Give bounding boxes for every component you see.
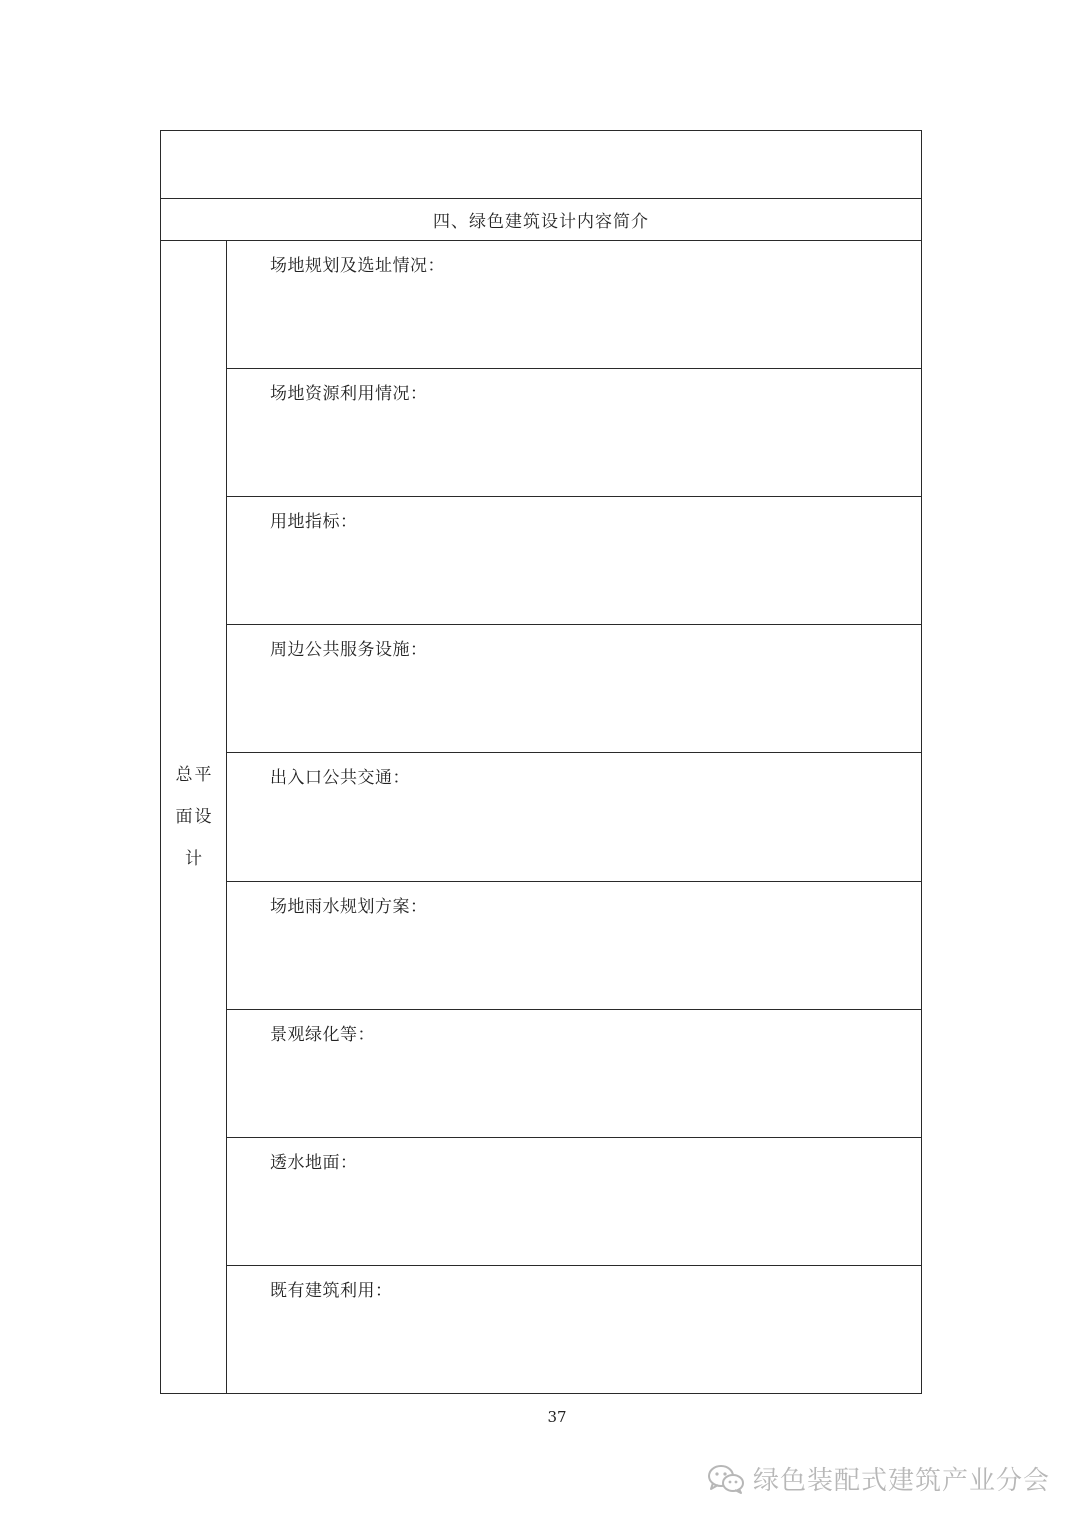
form-field-cell[interactable] (227, 1009, 922, 1137)
side-label-general-plan (161, 241, 227, 1394)
field-label-site-planning: 场地规划及选址情况： (270, 256, 445, 277)
blank-header-cell (161, 131, 922, 199)
green-building-form-table (160, 130, 922, 1394)
field-label-landscaping: 景观绿化等： (270, 1024, 375, 1045)
form-row (161, 1137, 922, 1265)
form-field-cell[interactable] (227, 753, 922, 881)
form-field-cell[interactable] (227, 1265, 922, 1393)
form-field-cell[interactable] (227, 497, 922, 625)
form-row (161, 881, 922, 1009)
form-row (161, 241, 922, 369)
field-label-permeable-ground: 透水地面： (270, 1152, 358, 1173)
field-label-land-indicators: 用地指标： (270, 512, 358, 533)
page-number: 37 (547, 1408, 567, 1426)
wechat-icon (707, 1463, 745, 1495)
form-field-cell[interactable] (227, 241, 922, 369)
form-field-cell[interactable] (227, 1137, 922, 1265)
side-label-line: 计 (185, 849, 204, 870)
blank-header-row (161, 131, 922, 199)
section-title-row (161, 199, 922, 241)
field-label-public-facilities: 周边公共服务设施： (270, 640, 428, 661)
form-row (161, 753, 922, 881)
field-label-site-resources: 场地资源利用情况： (270, 384, 428, 405)
field-label-rainwater-plan: 场地雨水规划方案： (270, 896, 428, 917)
form-field-cell[interactable] (227, 625, 922, 753)
form-row (161, 369, 922, 497)
watermark (707, 1460, 1050, 1497)
watermark-text: 绿色装配式建筑产业分会 (752, 1466, 1050, 1496)
field-label-public-transport: 出入口公共交通： (270, 768, 410, 789)
form-field-cell[interactable] (227, 881, 922, 1009)
field-label-existing-buildings: 既有建筑利用： (270, 1280, 393, 1301)
side-label-line: 面设 (175, 807, 214, 828)
side-label-line: 总平 (175, 765, 214, 786)
form-row (161, 625, 922, 753)
form-row (161, 1265, 922, 1393)
form-row (161, 1009, 922, 1137)
section-title: 四、绿色建筑设计内容简介 (161, 199, 922, 241)
form-row (161, 497, 922, 625)
form-field-cell[interactable] (227, 369, 922, 497)
